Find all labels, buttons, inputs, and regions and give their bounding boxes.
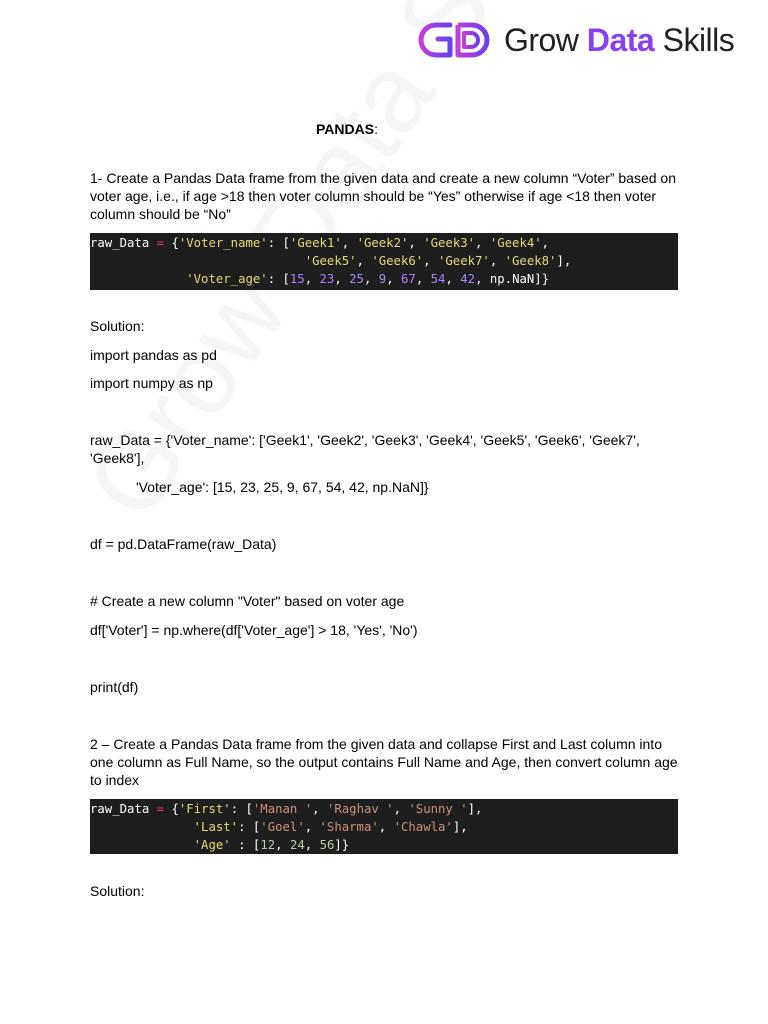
solution-line: print(df) xyxy=(90,679,139,695)
brand-name: Grow Data Skills xyxy=(504,21,735,58)
solution-line: df = pd.DataFrame(raw_Data) xyxy=(90,536,277,552)
solution-label-1: Solution: xyxy=(90,318,145,334)
page-title: PANDAS: xyxy=(316,121,378,137)
solution-line: import numpy as np xyxy=(90,375,213,391)
brand-logo xyxy=(414,16,734,64)
solution-line: df['Voter'] = np.where(df['Voter_age'] > 18, 'Yes', 'No') xyxy=(90,622,418,638)
solution-line: import pandas as pd xyxy=(90,347,217,363)
question-2: 2 – Create a Pandas Data frame from the given data and collapse First and Last column into one column as Full Name, so the output contains Full Name and Age, then convert column age to index xyxy=(90,736,678,788)
question-1: 1- Create a Pandas Data frame from the given data and create a new column “Voter” based on voter age, i.e., if age >18 then voter column should be “Yes” otherwise if age <18 then voter column should be “No” xyxy=(90,170,676,222)
solution-line: 'Geek8'], xyxy=(90,450,145,466)
solution-line: 'Voter_age': [15, 23, 25, 9, 67, 54, 42, np.NaN]} xyxy=(136,479,429,495)
solution-comment: # Create a new column "Voter" based on voter age xyxy=(90,593,405,609)
solution-label-2: Solution: xyxy=(90,883,145,899)
code-block-1: raw_Data = {'Voter_name': ['Geek1', 'Geek2', 'Geek3', 'Geek4', 'Geek5', 'Geek6', 'Geek7', 'Geek8'], 'Voter_age': [15, 23, 25, 9, 67, 54, 42, np.NaN]} xyxy=(90,233,678,290)
code-block-2: raw_Data = {'First': ['Manan ', 'Raghav ', 'Sunny '], 'Last': ['Goel', 'Sharma', 'Chawla'], 'Age' : [12, 24, 56]} xyxy=(90,799,678,854)
solution-line: raw_Data = {'Voter_name': ['Geek1', 'Geek2', 'Geek3', 'Geek4', 'Geek5', 'Geek6', 'Geek7', xyxy=(90,432,640,448)
gds-logo-icon xyxy=(414,17,494,63)
